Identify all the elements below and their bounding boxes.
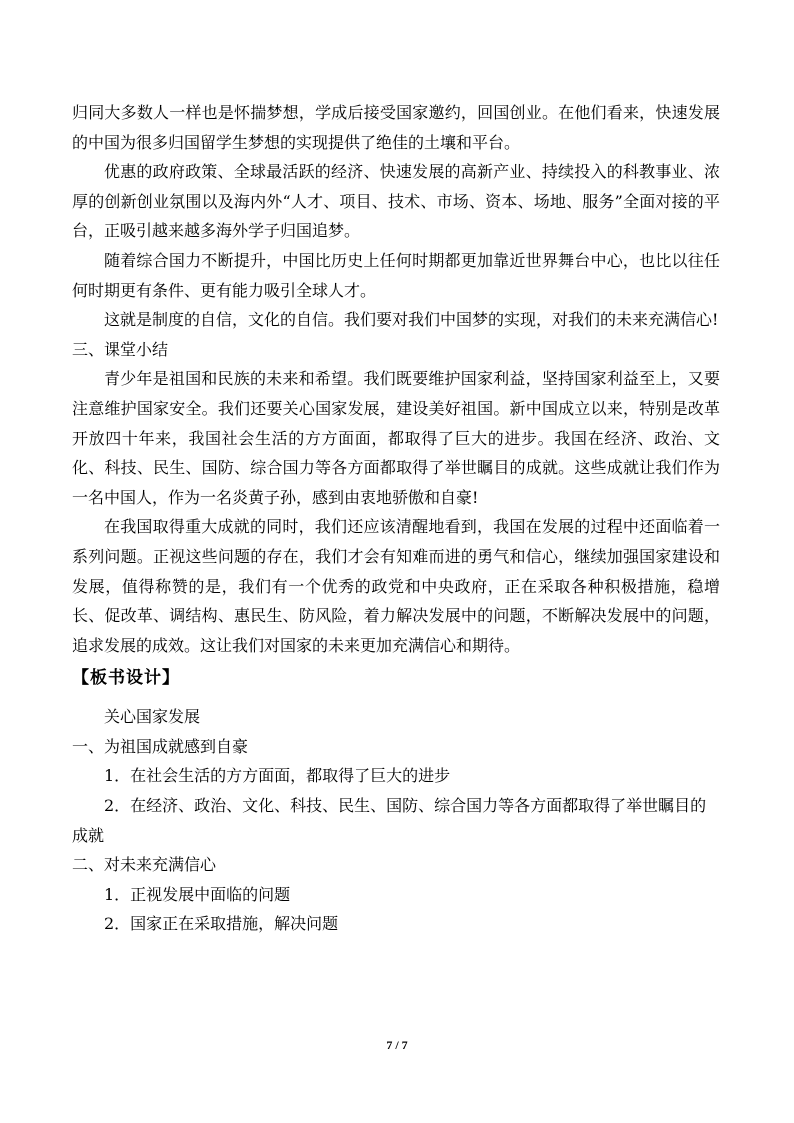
board-part2-item1: 1．正视发展中面临的问题: [104, 884, 291, 904]
paragraph-national-strength: 随着综合国力不断提升，中国比历史上任何时期都更加靠近世界舞台中心，也比以往任何时期更有条件、更有能力吸引全球人才。: [72, 250, 720, 300]
board-part2-item2: 2．国家正在采取措施，解决问题: [104, 914, 339, 934]
board-part2-heading: 二、对未来充满信心: [72, 855, 217, 875]
paragraph-summary-youth: 青少年是祖国和民族的未来和希望。我们既要维护国家利益，坚持国家利益至上，又要注意维护国家安全。我们还要关心国家发展，建设美好祖国。新中国成立以来，特别是改革开放四十年来，我国社会生活的方方面面，都取得了巨大的进步。我国在经济、政治、文化、科技、民生、国防、综合国力等各方面都取得了举世瞩目的成就。这些成就让我们作为一名中国人，作为一名炎黄子孙，感到由衷地骄傲和自豪!: [72, 369, 720, 507]
board-part1-item2: 2．在经济、政治、文化、科技、民生、国防、综合国力等各方面都取得了举世瞩目的成就: [72, 796, 707, 845]
document-page: [72, 98, 720, 939]
paragraph-summary-problems: 在我国取得重大成就的同时，我们还应该清醒地看到，我国在发展的过程中还面临着一系列问题。正视这些问题的存在，我们才会有知难而进的勇气和信心，继续加强国家建设和发展，值得称赞的是，我们有一个优秀的政党和中央政府，正在采取各种积极措施，稳增长、促改革、调结构、惠民生、防风险，着力解决发展中的问题，不断解决发展中的问题，追求发展的成效。这让我们对国家的未来更加充满信心和期待。: [72, 517, 720, 655]
section-heading-summary: 三、课堂小结: [72, 339, 169, 359]
paragraph-policies: 优惠的政府政策、全球最活跃的经济、快速发展的高新产业、持续投入的科教事业、浓厚的创新创业氛围以及海内外“人才、项目、技术、市场、资本、场地、服务”全面对接的平台，正吸引越来越多海外学子归国追梦。: [72, 162, 720, 241]
board-design-heading: 【板书设计】: [72, 668, 180, 689]
page-number: 7 / 7: [386, 1038, 408, 1052]
board-part1-heading: 一、为祖国成就感到自豪: [72, 736, 249, 756]
paragraph-continuation: 归同大多数人一样也是怀揣梦想，学成后接受国家邀约，回国创业。在他们看来，快速发展的中国为很多归国留学生梦想的实现提供了绝佳的土壤和平台。: [72, 103, 720, 152]
board-title: 关心国家发展: [104, 707, 201, 727]
paragraph-confidence: 这就是制度的自信，文化的自信。我们要对我们中国梦的实现，对我们的未来充满信心!: [104, 310, 719, 330]
board-part1-item1: 1．在社会生活的方方面面，都取得了巨大的进步: [104, 766, 451, 786]
